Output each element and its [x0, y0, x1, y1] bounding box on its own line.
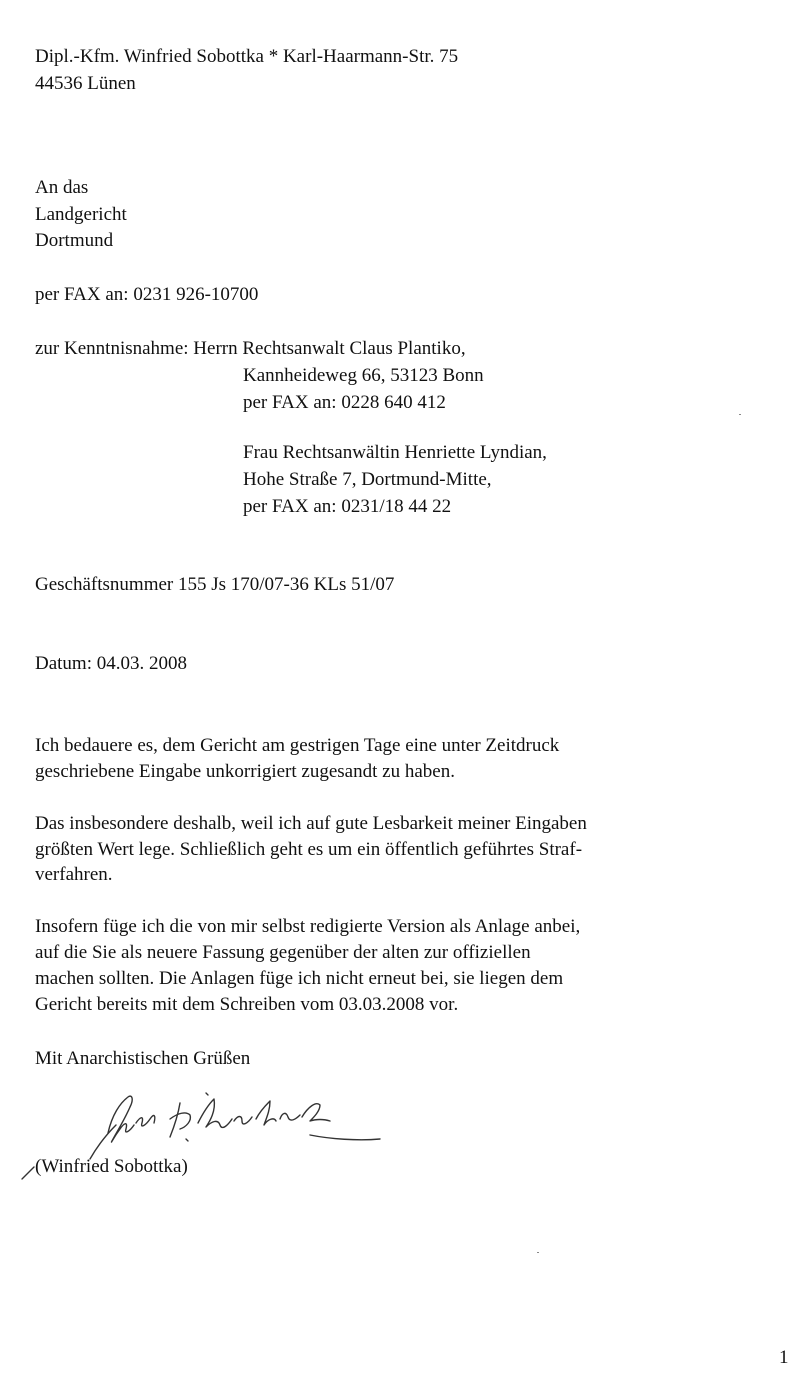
cc-first-fax: per FAX an: 0228 640 412: [243, 392, 446, 413]
scan-speck: [537, 1252, 539, 1253]
body-p2-line-3: verfahren.: [35, 864, 113, 885]
scan-speck: [739, 414, 741, 415]
fax-line: per FAX an: 0231 926-10700: [35, 284, 259, 305]
sender-line-1: Dipl.-Kfm. Winfried Sobottka * Karl-Haarmann-Str. 75: [35, 46, 459, 67]
body-p1-line-1: Ich bedauere es, dem Gericht am gestrigen Tage eine unter Zeitdruck: [35, 735, 560, 756]
body-p2-line-1: Das insbesondere deshalb, weil ich auf gute Lesbarkeit meiner Eingaben: [35, 813, 587, 834]
recipient-line-1: An das: [35, 177, 89, 198]
cc-second-address: Hohe Straße 7, Dortmund-Mitte,: [243, 469, 492, 490]
reference-number: Geschäftsnummer 155 Js 170/07-36 KLs 51/07: [35, 574, 395, 595]
body-p3-line-4: Gericht bereits mit dem Schreiben vom 03.03.2008 vor.: [35, 994, 459, 1015]
page-number: 1: [779, 1347, 789, 1368]
date-line: Datum: 04.03. 2008: [35, 653, 187, 674]
body-p3-line-3: machen sollten. Die Anlagen füge ich nicht erneut bei, sie liegen dem: [35, 968, 564, 989]
cc-second-name: Frau Rechtsanwältin Henriette Lyndian,: [243, 442, 547, 463]
sender-line-2: 44536 Lünen: [35, 73, 136, 94]
body-p2-line-2: größten Wert lege. Schließlich geht es um ein öffentlich geführtes Straf-: [35, 839, 583, 860]
body-p3-line-2: auf die Sie als neuere Fassung gegenüber der alten zur offiziellen: [35, 942, 531, 963]
body-p3-line-1: Insofern füge ich die von mir selbst redigierte Version als Anlage anbei,: [35, 916, 581, 937]
cc-first-line: zur Kenntnisnahme: Herrn Rechtsanwalt Claus Plantiko,: [35, 338, 466, 359]
signature-name: (Winfried Sobottka): [35, 1156, 188, 1177]
recipient-line-3: Dortmund: [35, 230, 114, 251]
cc-second-fax: per FAX an: 0231/18 44 22: [243, 496, 452, 517]
closing-line: Mit Anarchistischen Grüßen: [35, 1048, 251, 1069]
recipient-line-2: Landgericht: [35, 204, 127, 225]
cc-first-address: Kannheideweg 66, 53123 Bonn: [243, 365, 484, 386]
body-p1-line-2: geschriebene Eingabe unkorrigiert zugesandt zu haben.: [35, 761, 455, 782]
